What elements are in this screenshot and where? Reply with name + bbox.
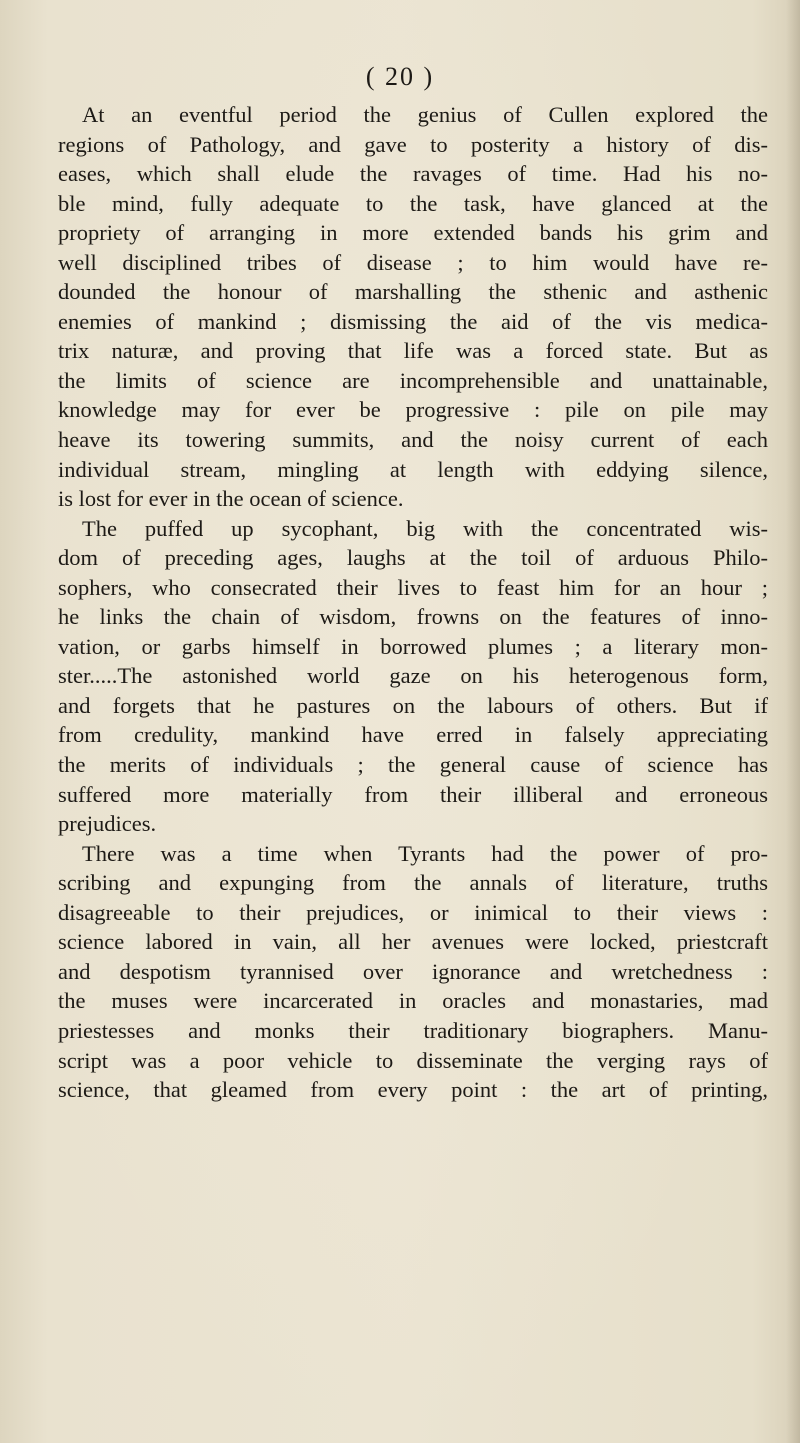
text-line: from credulity, mankind have erred in falsely appreciating [58,722,768,748]
text-line: the merits of individuals ; the general cause of science has [58,752,768,778]
text-line: and forgets that he pastures on the labours of others. But if [58,692,768,718]
text-line: At an eventful period the genius of Cullen explored the [82,102,768,127]
text-line: knowledge may for ever be progressive : pile on pile may [58,397,768,423]
text-line: regions of Pathology, and gave to posterity a history of dis- [58,131,768,157]
text-line: ster.....The astonished world gaze on his heterogenous form, [58,663,768,689]
text-line: well disciplined tribes of disease ; to him would have re- [58,249,768,275]
text-line: he links the chain of wisdom, frowns on the features of inno- [58,604,768,630]
text-line: and despotism tyrannised over ignorance and wretchedness : [58,958,768,984]
text-line: science, that gleamed from every point : the art of printing, [58,1077,768,1103]
text-line: prejudices. [58,811,157,837]
text-line: science labored in vain, all her avenues were locked, priestcraft [58,929,768,955]
text-line: ble mind, fully adequate to the task, have glanced at the [58,190,768,216]
text-line: priestesses and monks their traditionary biographers. Manu- [58,1017,768,1043]
text-line: trix naturæ, and proving that life was a forced state. But as [58,338,768,364]
text-line: The puffed up sycophant, big with the concentrated wis- [82,515,768,541]
text-line: script was a poor vehicle to disseminate the verging rays of [58,1047,768,1073]
text-line: is lost for ever in the ocean of science. [58,486,404,512]
text-line: the limits of science are incomprehensible and unattainable, [58,367,768,393]
text-line: sophers, who consecrated their lives to feast him for an hour ; [58,574,768,600]
text-line: heave its towering summits, and the noisy current of each [58,427,768,453]
text-line: enemies of mankind ; dismissing the aid of the vis medica- [58,308,768,334]
text-line: individual stream, mingling at length with eddying silence, [58,456,768,482]
text-line: scribing and expunging from the annals of literature, truths [58,870,768,896]
text-line: dounded the honour of marshalling the sthenic and asthenic [58,279,768,305]
text-line: suffered more materially from their illiberal and erroneous [58,781,768,807]
body-text [58,100,768,1105]
text-line: There was a time when Tyrants had the power of pro- [82,840,768,866]
page-number: ( 20 ) [365,62,435,91]
text-line: eases, which shall elude the ravages of time. Had his no- [58,161,768,187]
text-line: the muses were incarcerated in oracles and monastaries, mad [58,988,768,1014]
text-line: disagreeable to their prejudices, or inimical to their views : [58,899,768,925]
text-line: vation, or garbs himself in borrowed plumes ; a literary mon- [58,633,768,659]
text-line: dom of preceding ages, laughs at the toil of arduous Philo- [58,545,768,571]
text-line: propriety of arranging in more extended bands his grim and [58,220,768,246]
page-edge-shadow [786,0,800,1443]
